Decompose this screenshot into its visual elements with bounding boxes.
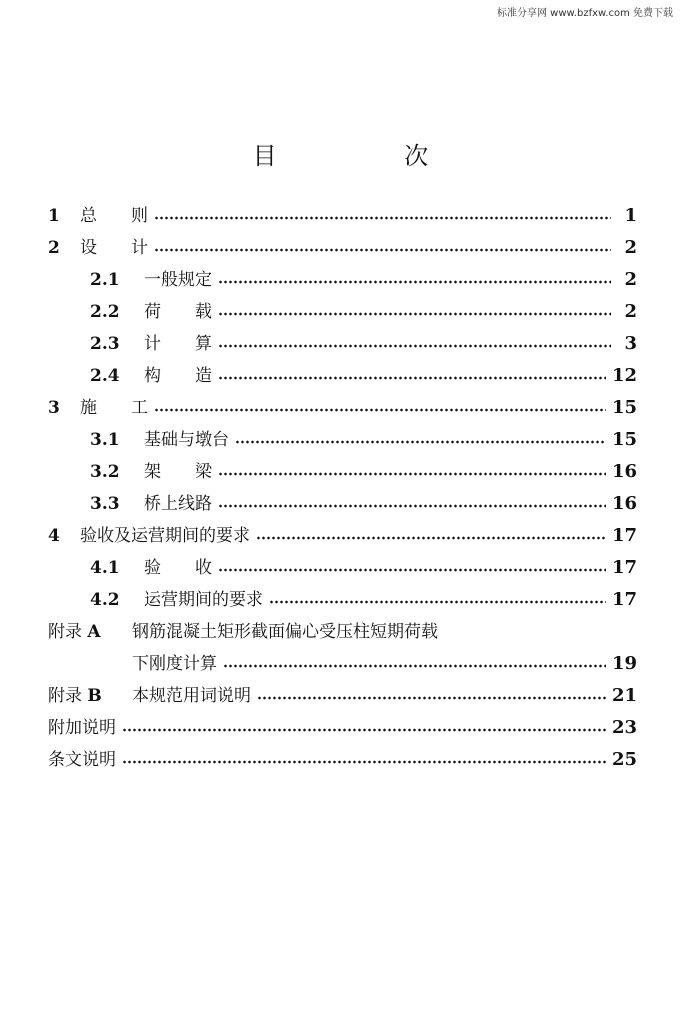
toc-number: 3.1 — [90, 430, 120, 450]
toc-page: 16 — [611, 493, 637, 514]
leader-dots — [218, 280, 611, 284]
leader-dots — [235, 440, 606, 444]
toc-label: 基础与墩台 — [144, 430, 229, 450]
leader-dots — [154, 408, 606, 412]
toc-entry-4[interactable] — [48, 520, 637, 546]
toc-number: 2.4 — [90, 366, 120, 386]
leader-dots — [122, 728, 606, 732]
toc-entry-2-1[interactable] — [90, 264, 637, 290]
toc-number: 4 — [48, 526, 60, 546]
page-title: 目 次 — [252, 142, 489, 170]
toc-entry-2-3[interactable] — [90, 328, 637, 354]
leader-dots — [218, 568, 606, 572]
leader-dots — [218, 376, 606, 380]
toc-page: 25 — [611, 749, 637, 770]
watermark-text: 标准分享网 www.bzfxw.com 免费下载 — [497, 8, 673, 19]
toc-entry-4-1[interactable] — [90, 552, 637, 578]
toc-label: 一般规定 — [144, 270, 212, 290]
toc-entry-2-2[interactable] — [90, 296, 637, 322]
toc-page: 17 — [611, 557, 637, 578]
leader-dots — [154, 216, 611, 220]
toc-number: 2.2 — [90, 302, 120, 322]
leader-dots — [256, 536, 606, 540]
toc-number: 3.3 — [90, 494, 120, 514]
appendix-letter: A — [87, 622, 101, 642]
toc-entry-appendix-a-line2[interactable] — [132, 648, 637, 674]
toc-label: 本规范用词说明 — [132, 686, 251, 706]
leader-dots — [218, 312, 611, 316]
leader-dots — [218, 472, 606, 476]
toc-label: 验收及运营期间的要求 — [80, 526, 250, 546]
appendix-a-label — [48, 617, 132, 642]
toc-entry-3-1[interactable] — [90, 424, 637, 450]
toc-label: 施 工 — [80, 398, 148, 418]
toc-page: 1 — [624, 205, 637, 226]
leader-dots — [218, 344, 611, 348]
toc-entry-2-4[interactable] — [90, 360, 637, 386]
leader-dots — [122, 760, 606, 764]
toc-label: 条文说明 — [48, 750, 116, 770]
leader-dots — [269, 600, 606, 604]
toc-page: 15 — [611, 397, 637, 418]
appendix-prefix: 附录 — [48, 622, 82, 642]
toc-entry-additional[interactable] — [48, 712, 637, 738]
leader-dots — [154, 248, 611, 252]
toc-number: 4.2 — [90, 590, 120, 610]
appendix-prefix: 附录 — [48, 686, 82, 706]
toc-page: 19 — [611, 653, 637, 674]
leader-dots — [257, 696, 606, 700]
toc-entry-3-3[interactable] — [90, 488, 637, 514]
leader-dots — [223, 664, 606, 668]
appendix-b-label — [48, 681, 132, 706]
toc-page: 17 — [611, 589, 637, 610]
toc-entry-4-2[interactable] — [90, 584, 637, 610]
toc-number: 2.1 — [90, 270, 120, 290]
toc-label: 构 造 — [144, 366, 212, 386]
toc-page: 23 — [611, 717, 637, 738]
toc-label: 设 计 — [80, 238, 148, 258]
toc-page: 17 — [611, 525, 637, 546]
toc-label: 总 则 — [80, 206, 148, 226]
toc-label: 计 算 — [144, 334, 212, 354]
toc-label: 荷 载 — [144, 302, 212, 322]
toc-label: 运营期间的要求 — [144, 590, 263, 610]
toc-entry-2[interactable] — [48, 232, 637, 258]
toc-number: 4.1 — [90, 558, 120, 578]
toc-page: 16 — [611, 461, 637, 482]
toc-number: 1 — [48, 206, 60, 226]
toc-entry-3[interactable] — [48, 392, 637, 418]
toc-page: 2 — [624, 301, 637, 322]
appendix-letter: B — [87, 686, 102, 706]
toc-page: 12 — [611, 365, 637, 386]
toc-label: 架 梁 — [144, 462, 212, 482]
toc-entry-appendix-a[interactable] — [48, 616, 438, 642]
toc-label: 附加说明 — [48, 718, 116, 738]
toc-entry-3-2[interactable] — [90, 456, 637, 482]
toc-page: 21 — [611, 685, 637, 706]
toc-page: 15 — [611, 429, 637, 450]
toc-label: 桥上线路 — [144, 494, 212, 514]
appendix-a-title-line1: 钢筋混凝土矩形截面偏心受压柱短期荷载 — [132, 622, 438, 642]
toc-page: 2 — [624, 269, 637, 290]
toc-page: 3 — [624, 333, 637, 354]
leader-dots — [218, 504, 606, 508]
toc-number: 2.3 — [90, 334, 120, 354]
toc-number: 3.2 — [90, 462, 120, 482]
toc-entry-1[interactable] — [48, 200, 637, 226]
appendix-a-title-line2: 下刚度计算 — [132, 654, 217, 674]
toc-entry-commentary[interactable] — [48, 744, 637, 770]
toc-entry-appendix-b[interactable] — [48, 680, 637, 706]
toc-number: 3 — [48, 398, 60, 418]
toc-label: 验 收 — [144, 558, 212, 578]
toc-page: 2 — [624, 237, 637, 258]
toc-number: 2 — [48, 238, 60, 258]
